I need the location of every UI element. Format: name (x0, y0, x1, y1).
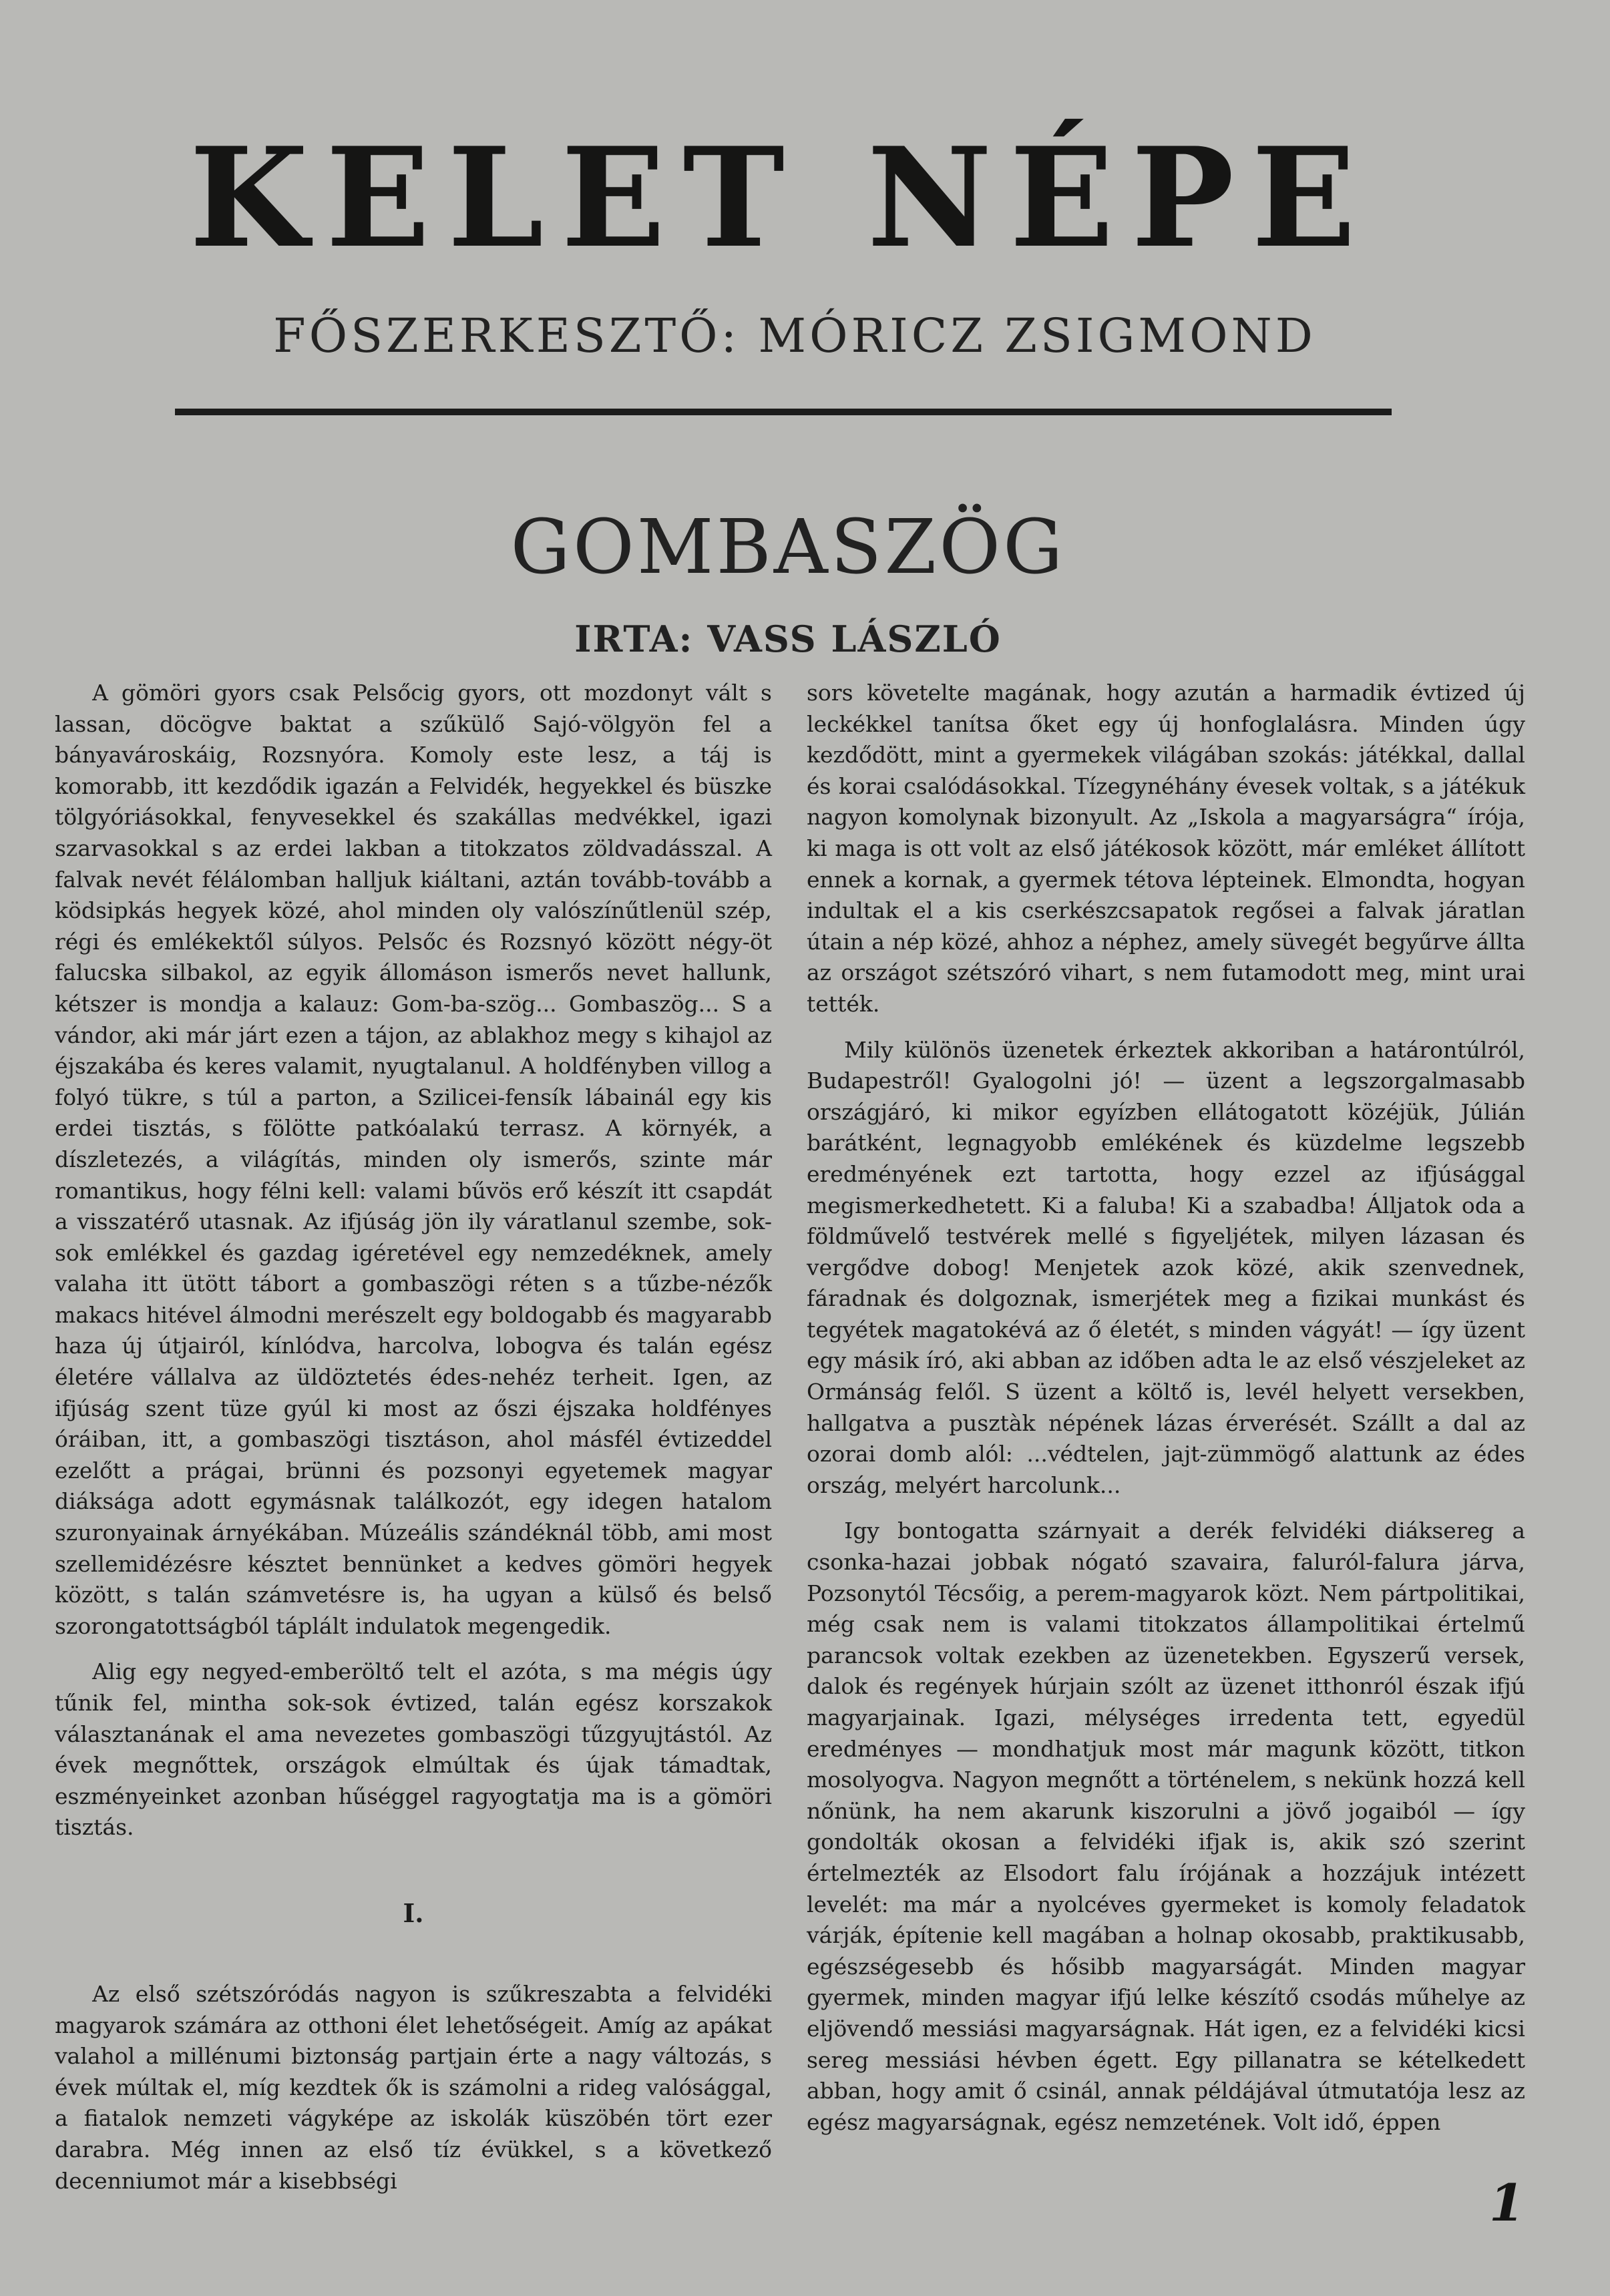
article-title: GOMBASZÖG (510, 504, 1066, 591)
paragraph: Alig egy negyed-emberöltő telt el azóta, s ma mégis úgy tűnik fel, mintha sok-sok évtized, talán egész korszakok választanának el ama nevezetes gombaszögi tűzgyujtástól. Az évek megnőttek, országok elmúltak és újak támadtak, eszményeinket azonban hűséggel ragyogtatja ma is a gömöri tisztás. (55, 1658, 772, 1841)
article-byline: IRTA: VASS LÁSZLÓ (574, 618, 1002, 660)
page-number: 1 (1489, 2173, 1525, 2233)
paragraph: Igy bontogatta szárnyait a derék felvidéki diáksereg a csonka-hazai jobbak nógató szavaira, faluról-falura járva, Pozsonytól Técsőig, a perem-magyarok közt. Nem pártpolitikai, még csak nem is valami titokzatos állampolitikai értelmű parancsok voltak ezekben az üzenetekben. Egyszerű versek, dalok és regények húrjain szólt az üzenet itthonról észak ifjú magyarjainak. Igazi, mélységes irredenta tett, egyedül eredményes — mondhatjuk most már magunk között, titkon mosolyogva. Nagyon megnőtt a történelem, s nekünk hozzá kell nőnünk, ha nem akarunk kiszorulni a jövő jogaiból — így gondolták okosan a felvidéki ifjak is, akik szó szerint értelmezték az Elsodort falu írójának a hozzájuk intézett levelét: ma már a nyolcéves gyermeket is komoly feladatok várják, építenie kell magában a holnap okosabb, praktikusabb, egészségesebb és hősibb magyarságát. Minden magyar gyermek, minden magyar ifjú lelke készítő csodás műhelye az eljövendő messiási magyarságnak. Hát igen, ez a felvidéki kicsi sereg messiási hévben égett. Egy pillanatra se kételkedett abban, hogy amit ő csinál, annak példájával útmutatója lesz az egész magyarságnak, egész nemzetének. Volt idő, éppen (807, 1518, 1525, 2135)
editor-line: FŐSZERKESZTŐ: MÓRICZ ZSIGMOND (273, 308, 1316, 363)
masthead-title: KELET NÉPE (189, 118, 1374, 278)
right-column (807, 678, 1525, 2138)
paragraph: Az első szétszóródás nagyon is szűkreszabta a felvidéki magyarok számára az otthoni élet lehetőségeit. Amíg az apákat valahol a millénumi biztonság partjain érte a nagy változás, s évek múltak el, míg kezdtek ők is számolni a rideg valósággal, a fiatalok nemzeti vágyképe az iskolák küszöbén tört ezer darabra. Még innen az első tíz évükkel, s a következő decenniumot már a kisebbségi (55, 1980, 772, 2194)
paragraph: sors követelte magának, hogy azután a harmadik évtized új leckékkel tanítsa őket egy új honfoglalásra. Minden úgy kezdődött, mint a gyermekek világában szokás: játékkal, dallal és korai csalódásokkal. Tízegynéhány évesek voltak, s a játékuk nagyon komolynak bizonyult. Az „Iskola a magyarságra“ írója, ki maga is ott volt az első játékosok között, már emléket állított ennek a kornak, a gyermek tétova lépteinek. Elmondta, hogyan indultak el a kis cserkészcsapatok regősei a falvak járatlan útain a nép közé, ahhoz a néphez, amely süvegét begyűrve állta az országot szétszóró vihart, s nem futamodott meg, mint urai tették. (807, 680, 1525, 1017)
left-column (55, 678, 772, 2197)
masthead-divider (175, 409, 1392, 415)
section-number: I. (403, 1897, 424, 1928)
paragraph: A gömöri gyors csak Pelsőcig gyors, ott mozdonyt vált s lassan, döcögve baktat a szűkülő Sajó-völgyön fel a bányavároskáig, Rozsnyóra. Komoly este lesz, a táj is komorabb, itt kezdődik igazán a Felvidék, hegyekkel és büszke tölgyóriásokkal, fenyvesekkel és szakállas medvékkel, igazi szarvasokkal s az erdei lakban a titokzatos zöldvadásszal. A falvak nevét félálomban halljuk kiáltani, aztán tovább-tovább a ködsipkás hegyek közé, ahol minden oly valószínűtlenül szép, régi és emlékektől súlyos. Pelsőc és Rozsnyó között négy-öt falucska silbakol, az egyik állomáson ismerős nevet hallunk, kétszer is mondja a kalauz: Gom-ba-szög... Gombaszög... S a vándor, aki már járt ezen a tájon, az ablakhoz megy s kihajol az éjszakába és keres valamit, nyugtalanul. A holdfényben villog a folyó tükre, s túl a parton, a Szilicei-fensík lábainál egy kis erdei tisztás, s fölötte patkóalakú terrasz. A környék, a díszletezés, a világítás, minden oly ismerős, szinte már romantikus, hogy félni kell: valami bűvös erő készít itt csapdát a visszatérő utasnak. Az ifjúság jön ily váratlanul szembe, sok-sok emlékkel és gazdag igéretével egy nemzedéknek, amely valaha itt ütött tábort a gombaszögi réten s a tűzbe-nézők makacs hitével álmodni merészelt egy boldogabb és magyarabb haza új útjairól, kínlódva, harcolva, lobogva és talán egész életére vállalva az üldöztetés édes-nehéz terheit. Igen, az ifjúság szent tüze gyúl ki most az őszi éjszaka holdfényes óráiban, itt, a gombaszögi tisztáson, ahol másfél évtizeddel ezelőtt a prágai, brünni és pozsonyi egyetemek magyar diáksága adott egymásnak találkozót, egy idegen hatalom szuronyainak árnyékában. Múzeális szándéknál több, ami most szellemidézésre késztet bennünket a kedves gömöri hegyek között, s talán számvetésre is, ha ugyan a külső és belső szorongatottságból táplált indulatok megengedik. (55, 680, 772, 1639)
paragraph: Mily különös üzenetek érkeztek akkoriban a határontúlról, Budapestről! Gyalogolni jó! — üzent a legszorgalmasabb országjáró, ki mikor egyízben ellátogatott közéjük, Júlián barátként, legnagyobb emlékének és küzdelme legszebb eredményének ezt tartotta, hogy ezzel az ifjúsággal megismerkedhetett. Ki a faluba! Ki a szabadba! Álljatok oda a földművelő testvérek mellé s figyeljétek, milyen lázasan és vergődve dobog! Menjetek azok közé, akik szenvednek, fáradnak és dolgoznak, ismerjétek meg a fizikai munkást és tegyétek magatokévá az ő életét, s minden vágyát! — így üzent egy másik író, aki abban az időben adta le az első vészjeleket az Ormánság felől. S üzent a költő is, levél helyett versekben, hallgatva a pusztàk népének lázas érverését. Szállt a dal az ozorai domb alól: ...védtelen, jajt-zümmögő alattunk az édes ország, melyért harcolunk... (807, 1036, 1525, 1498)
